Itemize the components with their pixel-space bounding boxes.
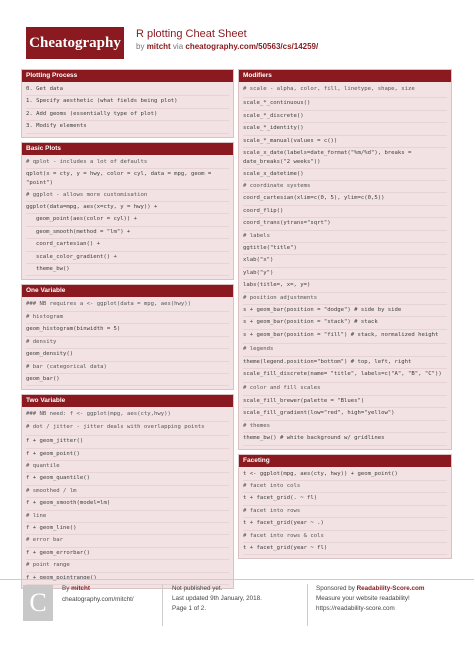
left-column: [21, 69, 234, 593]
code-line: theme_bw(): [26, 264, 229, 276]
footer-sponsor-name[interactable]: Readability-Score.com: [356, 585, 425, 592]
code-line: geom_density(): [26, 349, 229, 361]
code-line: # bar (categorical data): [26, 362, 229, 374]
page-footer: [0, 579, 474, 671]
code-line: f + geom_smooth(model=lm): [26, 498, 229, 510]
code-line: ggplot(data=mpg, aes(x=cty, y = hwy)) +: [26, 202, 229, 214]
code-line: # smoothed / lm: [26, 486, 229, 498]
code-line: f + geom_quantile(): [26, 473, 229, 485]
section-two-variable: [21, 394, 234, 589]
code-line: xlab("x"): [243, 255, 447, 267]
cheatography-logo[interactable]: Cheatography: [26, 27, 124, 59]
author-avatar[interactable]: C: [23, 585, 53, 621]
footer-author: [62, 584, 90, 594]
code-line: 3. Modify elements: [26, 121, 229, 133]
code-line: qplot(x = cty, y = hwy, color = cyl, data = mpg, geom = "point"): [26, 169, 229, 190]
section-body: [239, 82, 451, 449]
code-line: t + facet_grid(year ~ .): [243, 518, 447, 530]
page-title: R plotting Cheat Sheet: [136, 28, 247, 40]
section-basic-plots: [21, 142, 234, 281]
section-modifiers: [238, 69, 452, 450]
code-line: # position adjustments: [243, 293, 447, 305]
code-line: ylab("y"): [243, 268, 447, 280]
code-line: ### NB requires a <- ggplot(data = mpg, aes(hwy)): [26, 299, 229, 311]
right-column: [238, 69, 452, 563]
code-line: theme_bw() # white background w/ gridlines: [243, 433, 447, 445]
section-one-variable: [21, 284, 234, 390]
code-line: scale_*_discrete(): [243, 111, 447, 123]
code-line: scale_fill_brewer(palette = "Blues"): [243, 396, 447, 408]
by-prefix: by: [136, 42, 145, 51]
code-line: coord_cartesian() +: [26, 239, 229, 251]
footer-sponsor: [316, 584, 425, 594]
section-body: [22, 82, 233, 137]
code-line: t + facet_grid(year ~ fl): [243, 543, 447, 555]
code-line: s + geom_bar(position = "fill") # stack, normalized height: [243, 330, 447, 344]
page-header: [0, 0, 474, 68]
section-body: [22, 155, 233, 280]
code-line: f + geom_errorbar(): [26, 548, 229, 560]
footer-sponsor-prefix: Sponsored by: [316, 585, 355, 592]
footer-divider: [162, 584, 163, 626]
footer-by-label: By: [62, 585, 70, 592]
code-line: s + geom_bar(position = "dodge") # side by side: [243, 305, 447, 317]
code-line: scale_*_continuous(): [243, 98, 447, 110]
code-line: # themes: [243, 421, 447, 433]
code-line: 0. Get data: [26, 84, 229, 96]
code-line: scale_x_datetime(): [243, 169, 447, 181]
code-line: geom_smooth(method = "lm") +: [26, 227, 229, 239]
footer-author-url[interactable]: cheatography.com/mitcht/: [62, 596, 134, 603]
code-line: # scale - alpha, color, fill, linetype, shape, size: [243, 84, 447, 98]
code-line: scale_fill_discrete(name= "title", labels=c("A", "B", "C")): [243, 369, 447, 383]
code-line: ggtitle("title"): [243, 243, 447, 255]
section-body: [22, 297, 233, 389]
section-body: [239, 467, 451, 559]
section-faceting: [238, 454, 452, 560]
footer-divider: [307, 584, 308, 626]
code-line: # color and fill scales: [243, 383, 447, 395]
code-line: # facet into rows & cols: [243, 531, 447, 543]
code-line: scale_x_date(labels=date_format("%m/%d"), breaks = date_breaks("2 weeks")): [243, 148, 447, 169]
sheet-url-link[interactable]: cheatography.com/50563/cs/14259/: [185, 42, 319, 51]
code-line: f + geom_point(): [26, 449, 229, 461]
footer-status: Not published yet.: [172, 585, 223, 592]
byline: [136, 42, 318, 51]
section-heading: Plotting Process: [22, 70, 233, 82]
section-heading: Modifiers: [239, 70, 451, 82]
code-line: # point range: [26, 560, 229, 572]
code-line: coord_trans(ytrans="sqrt"): [243, 218, 447, 230]
code-line: # legends: [243, 344, 447, 356]
footer-page-number: Page 1 of 2.: [172, 605, 206, 612]
section-heading: Two Variable: [22, 395, 233, 407]
code-line: # labels: [243, 231, 447, 243]
section-heading: Faceting: [239, 455, 451, 467]
code-line: theme(legend.position="bottom") # top, left, right: [243, 357, 447, 369]
footer-updated: Last updated 9th January, 2018.: [172, 595, 262, 602]
code-line: s + geom_bar(position = "stack") # stack: [243, 317, 447, 329]
code-line: coord_cartesian(xlim=c(0, 5), ylim=c(0,5)): [243, 193, 447, 205]
author-link[interactable]: mitcht: [146, 42, 171, 51]
code-line: scale_*_manual(values = c()): [243, 136, 447, 148]
footer-sponsor-tagline: Measure your website readability!: [316, 595, 410, 602]
code-line: geom_point(aes(color = cyl)) +: [26, 214, 229, 226]
code-line: # histogram: [26, 312, 229, 324]
code-line: # dot / jitter - jitter deals with overlapping points: [26, 422, 229, 436]
code-line: 2. Add geoms (essentially type of plot): [26, 109, 229, 121]
code-line: # density: [26, 337, 229, 349]
code-line: coord_flip(): [243, 206, 447, 218]
code-line: f + geom_line(): [26, 523, 229, 535]
code-line: labs(title=, x=, y=): [243, 280, 447, 292]
code-line: # facet into cols: [243, 481, 447, 493]
code-line: t + facet_grid(. ~ fl): [243, 493, 447, 505]
code-line: # qplot - includes a lot of defaults: [26, 157, 229, 169]
code-line: # ggplot - allows more customisation: [26, 190, 229, 202]
footer-sponsor-url[interactable]: https://readability-score.com: [316, 605, 395, 612]
via-word: via: [172, 42, 184, 51]
code-line: scale_color_gradient() +: [26, 252, 229, 264]
footer-author-name[interactable]: mitcht: [71, 585, 91, 592]
code-line: t <- ggplot(mpg, aes(cty, hwy)) + geom_point(): [243, 469, 447, 481]
code-line: ### NB need: f <- ggplot(mpg, aes(cty,hwy)): [26, 409, 229, 421]
code-line: # coordinate systems: [243, 181, 447, 193]
code-line: f + geom_pointrange(): [26, 573, 229, 585]
code-line: # error bar: [26, 535, 229, 547]
section-plotting-process: [21, 69, 234, 138]
code-line: # facet into rows: [243, 506, 447, 518]
code-line: # quantile: [26, 461, 229, 473]
code-line: scale_fill_gradient(low="red", high="yellow"): [243, 408, 447, 420]
section-heading: Basic Plots: [22, 143, 233, 155]
code-line: # line: [26, 511, 229, 523]
section-body: [22, 407, 233, 588]
section-heading: One Variable: [22, 285, 233, 297]
code-line: geom_bar(): [26, 374, 229, 386]
code-line: geom_histogram(binwidth = 5): [26, 324, 229, 336]
code-line: scale_*_identity(): [243, 123, 447, 135]
code-line: f + geom_jitter(): [26, 436, 229, 448]
code-line: 1. Specify aesthetic (what fields being plot): [26, 96, 229, 108]
